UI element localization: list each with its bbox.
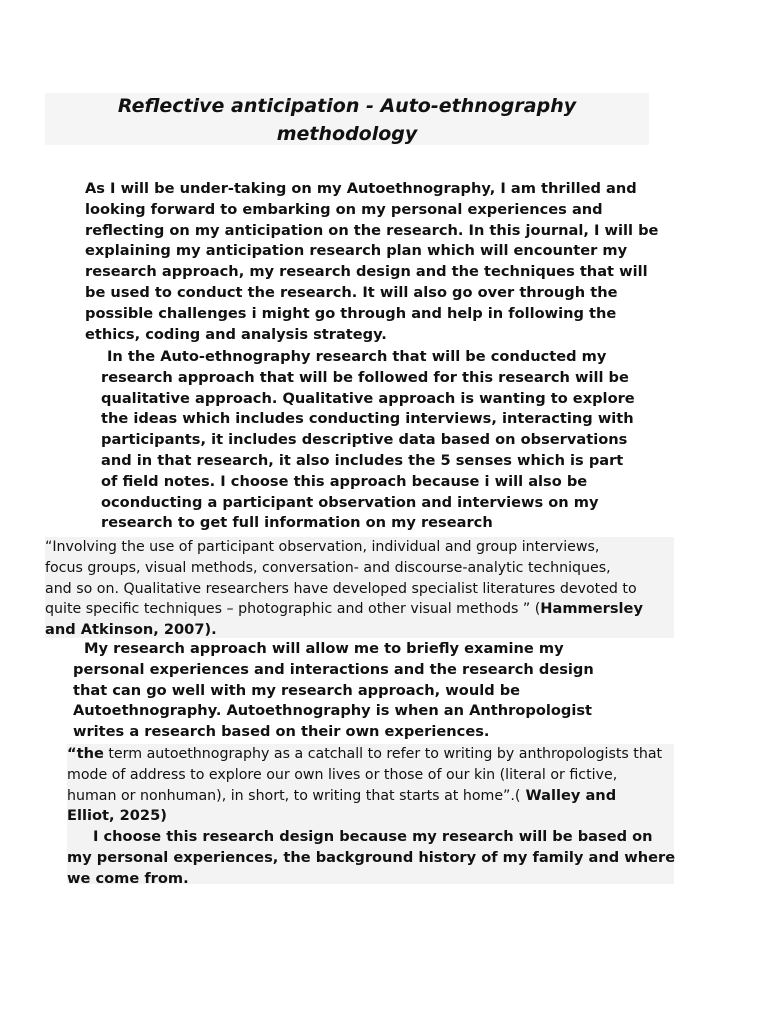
quote-text: term autoethnography as a catchall to refer to writing by anthropologists that bbox=[103, 746, 663, 762]
paragraph-line: participants, it includes descriptive data based on observations bbox=[101, 431, 628, 449]
quote-walley-elliot bbox=[67, 744, 676, 887]
quote-line bbox=[67, 786, 674, 807]
paragraph-line: Autoethnography. Autoethnography is when an Anthropologist bbox=[73, 702, 592, 720]
paragraph-line: explaining my anticipation research plan which will encounter my bbox=[85, 242, 628, 260]
quote-line bbox=[45, 599, 674, 620]
paragraph-line: qualitative approach. Qualitative approach is wanting to explore bbox=[101, 389, 635, 407]
research-design-paragraph bbox=[73, 639, 594, 743]
paragraph-line: we come from. bbox=[67, 869, 189, 887]
paragraph-line: of field notes. I choose this approach because i will also be bbox=[101, 472, 588, 490]
intro-paragraph bbox=[85, 179, 658, 345]
paragraph-line: In the Auto-ethnography research that will be conducted my bbox=[107, 348, 607, 365]
citation: Walley and bbox=[520, 786, 617, 804]
paragraph-line: I choose this research design because my research will be based on bbox=[93, 828, 653, 846]
paragraph-line: personal experiences and interactions and the research design bbox=[73, 660, 594, 678]
quote-line: mode of address to explore our own lives or those of our kin (literal or fictive, bbox=[67, 766, 618, 783]
paragraph-line: reflecting on my anticipation on the research. In this journal, I will be bbox=[85, 221, 659, 239]
quote-text: human or nonhuman), in short, to writing that starts at home”.( bbox=[67, 787, 521, 804]
quote-hammersley-atkinson bbox=[45, 537, 674, 638]
paragraph-line: that can go well with my research approach, would be bbox=[73, 681, 521, 699]
paragraph-line: be used to conduct the research. It will also go over through the bbox=[85, 283, 618, 301]
paragraph-line: research approach that will be followed for this research will be bbox=[101, 368, 629, 386]
citation: Elliot, 2025) bbox=[67, 807, 167, 825]
research-approach-paragraph bbox=[101, 347, 635, 534]
paragraph-line: As I will be under-taking on my Autoethnography, I am thrilled and bbox=[85, 180, 637, 197]
citation: and Atkinson, 2007). bbox=[45, 621, 217, 639]
paragraph-line: research approach, my research design and the techniques that will bbox=[85, 263, 648, 281]
paragraph-line: looking forward to embarking on my personal experiences and bbox=[85, 200, 603, 218]
paragraph-line: and in that research, it also includes the 5 senses which is part bbox=[101, 451, 624, 469]
quote-line: “Involving the use of participant observation, individual and group interviews, bbox=[45, 539, 600, 555]
quote-emphasis: “the bbox=[67, 745, 104, 762]
document-title bbox=[45, 92, 649, 148]
title-line-1: Reflective anticipation - Auto-ethnography bbox=[117, 95, 577, 117]
quote-line: focus groups, visual methods, conversation- and discourse-analytic techniques, bbox=[45, 559, 611, 576]
quote-text: quite specific techniques – photographic and other visual methods ” ( bbox=[45, 601, 541, 618]
quote-line bbox=[67, 744, 674, 765]
paragraph-line: writes a research based on their own experiences. bbox=[73, 723, 490, 741]
title-line-2: methodology bbox=[276, 123, 418, 145]
paragraph-line: My research approach will allow me to briefly examine my bbox=[84, 640, 564, 657]
paragraph-line: the ideas which includes conducting interviews, interacting with bbox=[101, 410, 634, 428]
paragraph-line: ethics, coding and analysis strategy. bbox=[85, 325, 387, 343]
paragraph-line: oconducting a participant observation and interviews on my bbox=[101, 493, 599, 511]
paragraph-line: my personal experiences, the background history of my family and where bbox=[67, 848, 676, 866]
citation: Hammersley bbox=[540, 600, 643, 618]
paragraph-line: research to get full information on my research bbox=[101, 514, 493, 532]
quote-line: and so on. Qualitative researchers have developed specialist literatures devoted to bbox=[45, 580, 637, 597]
paragraph-line: possible challenges i might go through and help in following the bbox=[85, 304, 617, 322]
